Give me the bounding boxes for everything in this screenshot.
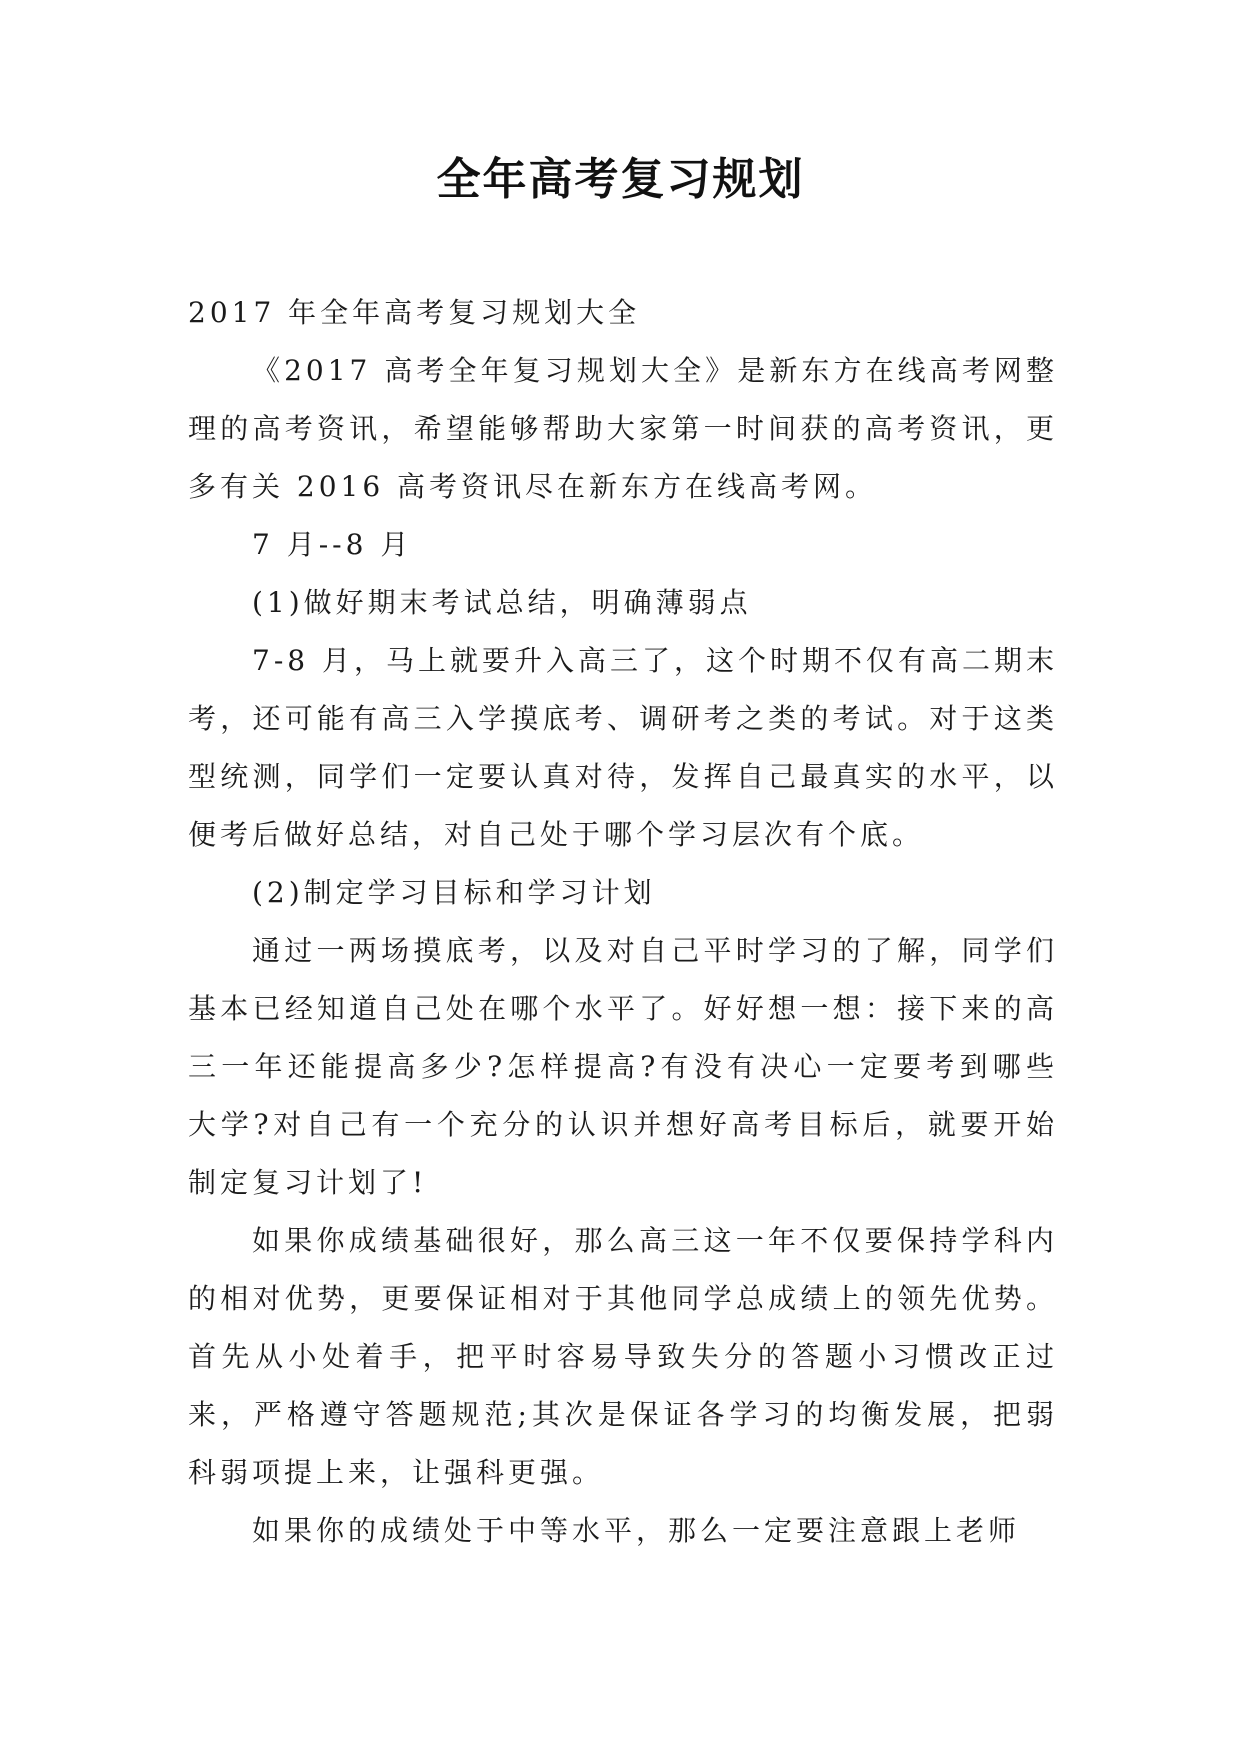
paragraph-point-1-body: 7-8 月，马上就要升入高三了，这个时期不仅有高二期末考，还可能有高三入学摸底考、调研考之类的考试。对于这类型统测，同学们一定要认真对待，发挥自己最真实的水平，以便考后做好总结，对自己处于哪个学习层次有个底。 <box>188 644 1058 851</box>
paragraph-average-students: 如果你的成绩处于中等水平，那么一定要注意跟上老师 <box>252 1514 1021 1547</box>
document-title: 全年高考复习规划 <box>436 154 805 205</box>
paragraph-intro: 《2017 高考全年复习规划大全》是新东方在线高考网整理的高考资讯，希望能够帮助大家第一时间获的高考资讯，更多有关 2016 高考资讯尽在新东方在线高考网。 <box>188 354 1058 503</box>
paragraph-good-students: 如果你成绩基础很好，那么高三这一年不仅要保持学科内的相对优势，更要保证相对于其他同学总成绩上的领先优势。首先从小处着手，把平时容易导致失分的答题小习惯改正过来，严格遵守答题规范;其次是保证各学习的均衡发展，把弱科弱项提上来，让强科更强。 <box>188 1224 1058 1489</box>
paragraph-point-1-heading: (1)做好期末考试总结，明确薄弱点 <box>252 586 752 619</box>
paragraph-point-2-body: 通过一两场摸底考，以及对自己平时学习的了解，同学们基本已经知道自己处在哪个水平了。好好想一想：接下来的高三一年还能提高多少?怎样提高?有没有决心一定要考到哪些大学?对自己有一个充分的认识并想好高考目标后，就要开始制定复习计划了! <box>188 934 1058 1199</box>
paragraph-subtitle: 2017 年全年高考复习规划大全 <box>188 296 641 329</box>
paragraph-point-2-heading: (2)制定学习目标和学习计划 <box>252 876 656 909</box>
document-body <box>188 284 1058 1560</box>
paragraph-period-heading: 7 月--8 月 <box>252 528 413 561</box>
